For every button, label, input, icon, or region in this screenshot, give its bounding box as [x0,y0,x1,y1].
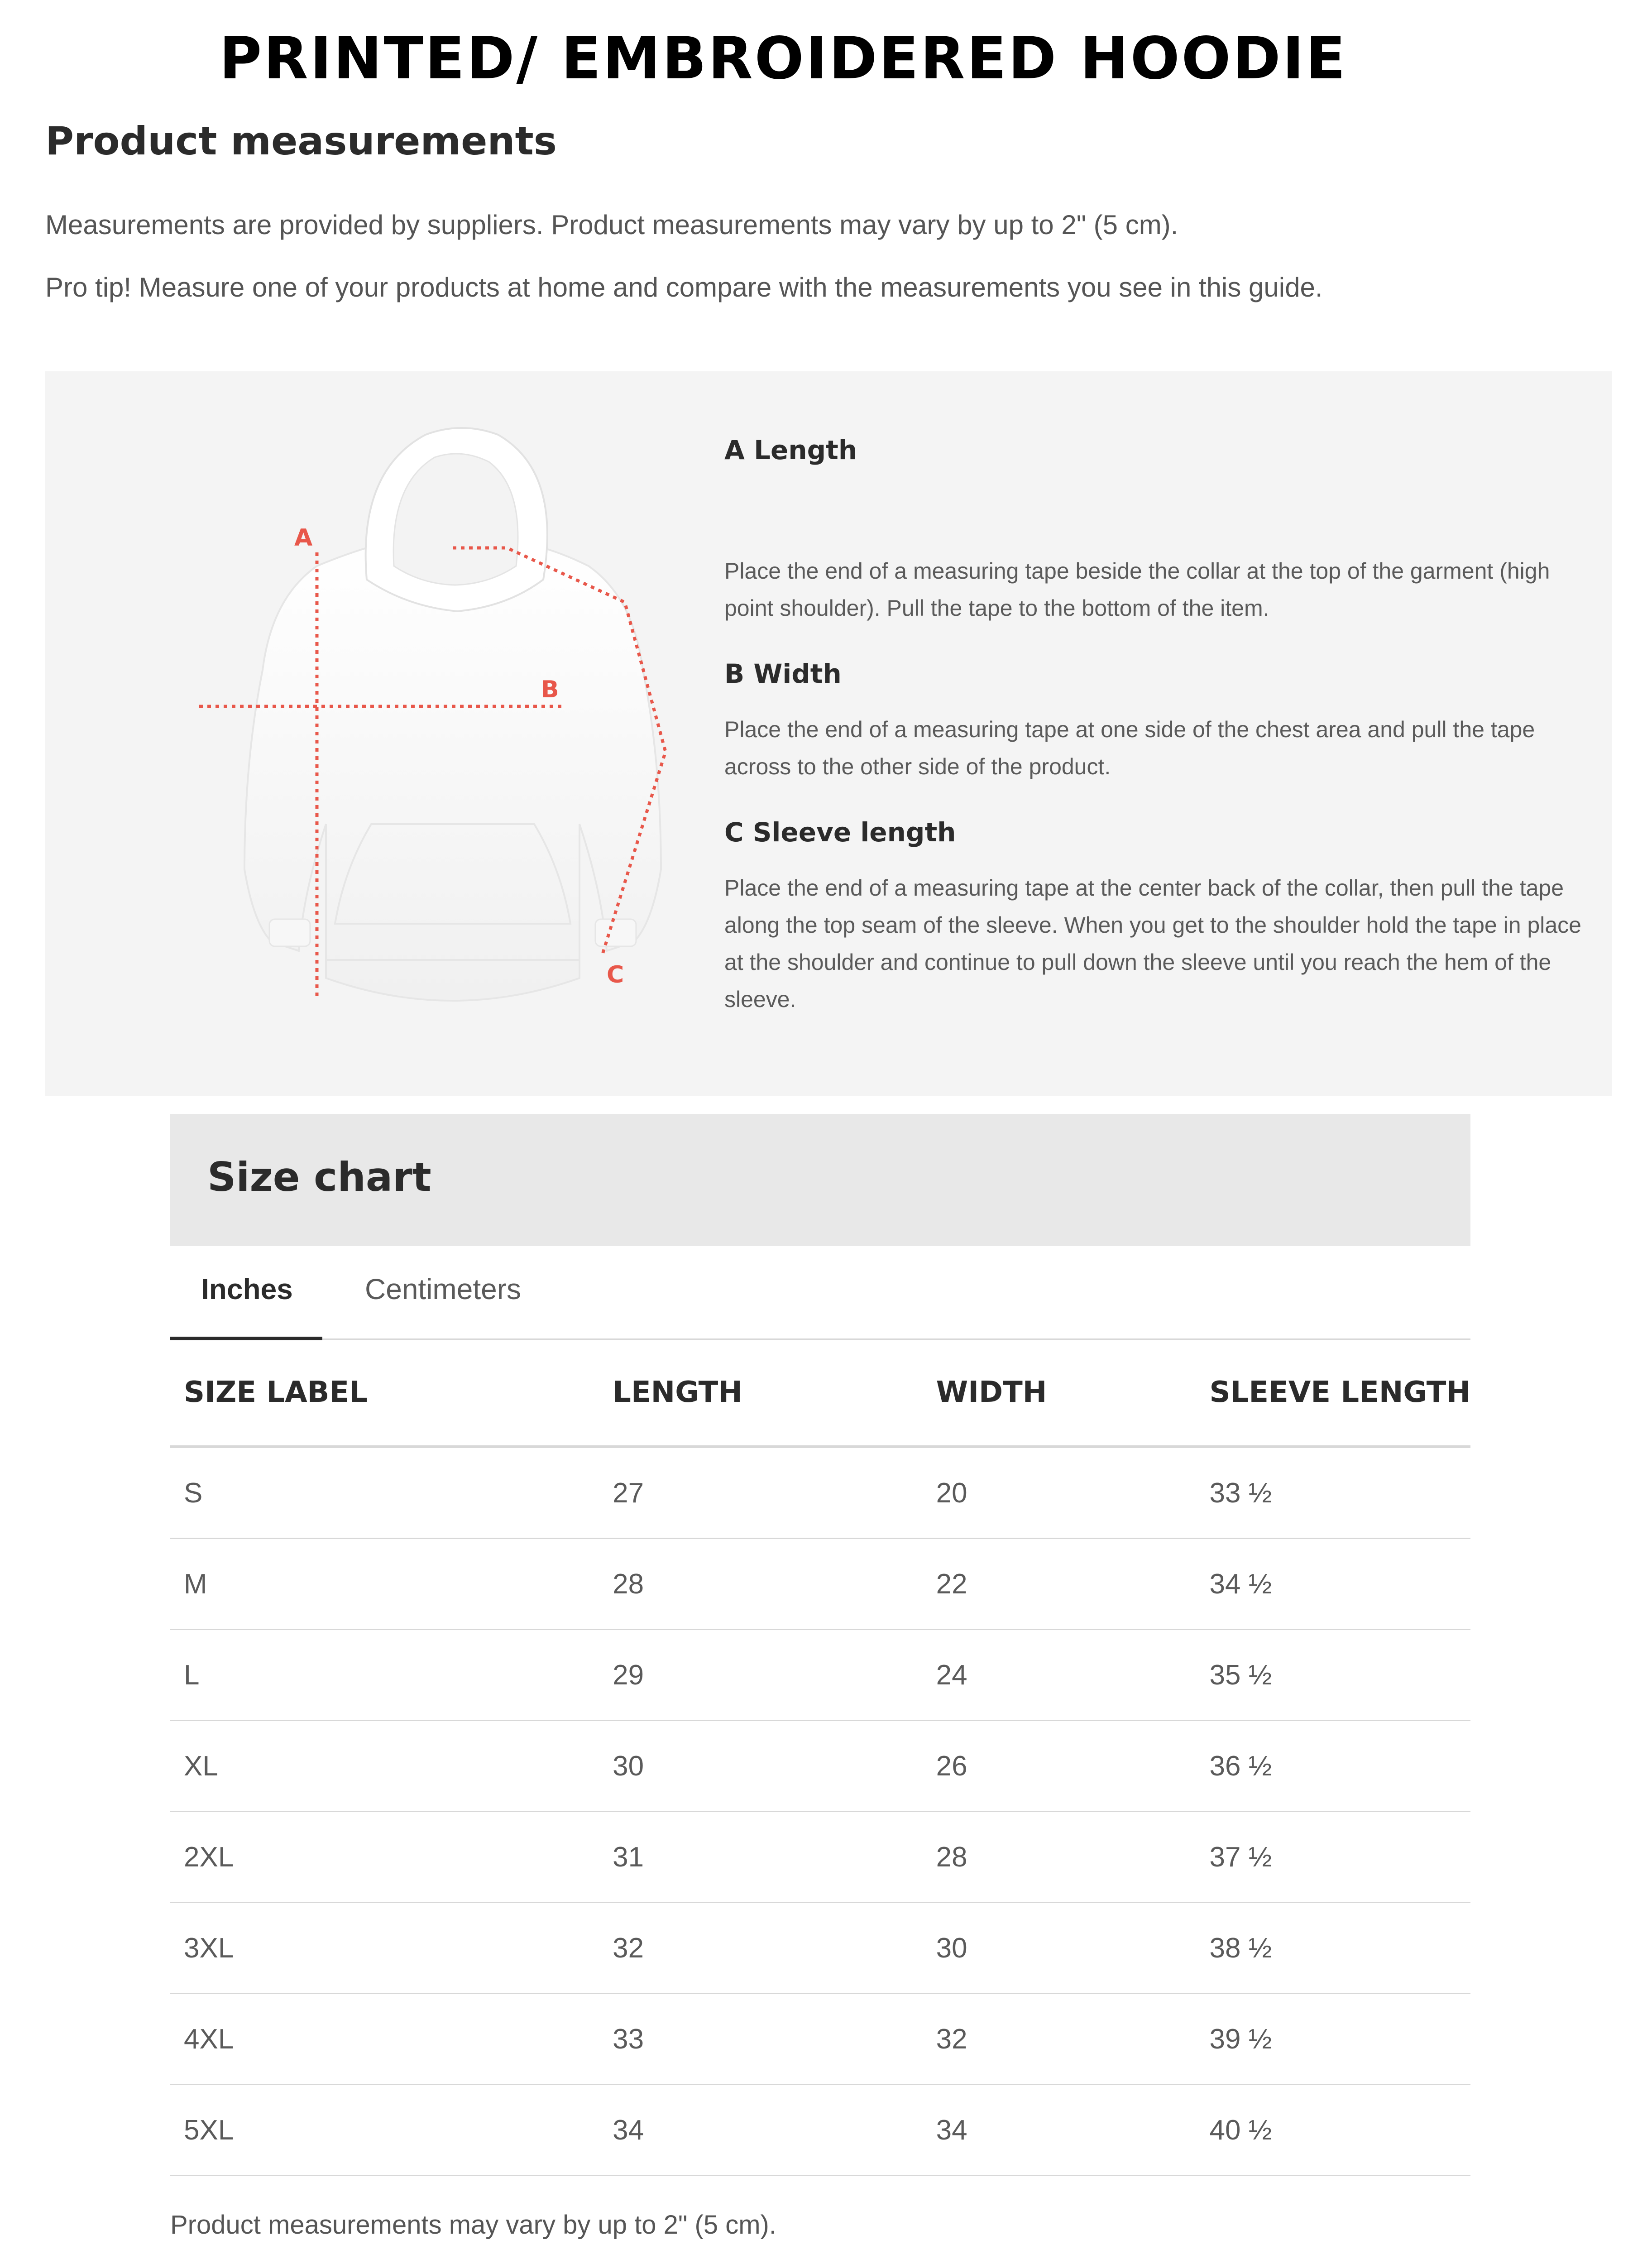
tab-centimeters[interactable]: Centimeters [365,1273,521,1305]
size-label-cell: 5XL [170,2085,599,2176]
hoodie-illustration [181,417,724,1014]
length-cell: 30 [599,1721,922,1812]
section-title: Product measurements [45,119,557,164]
sleeve-length-cell: 37 ½ [1196,1812,1470,1903]
page-title: PRINTED/ EMBROIDERED HOODIE [219,25,1347,92]
size-table [170,1339,1470,2176]
width-cell: 30 [923,1903,1196,1994]
size-label-cell: S [170,1447,599,1539]
column-header: LENGTH [599,1339,922,1447]
width-cell: 34 [923,2085,1196,2176]
sleeve-description: Place the end of a measuring tape at the center back of the collar, then pull the tape along the top seam of the sleeve. When you get to the shoulder hold the tape in place at the shoulder and continue to pull down the sleeve until you reach the hem of the sleeve. [724,875,1581,1012]
table-row [170,1721,1470,1812]
table-row [170,1539,1470,1630]
size-label-cell: 3XL [170,1903,599,1994]
table-row [170,1447,1470,1539]
size-label-cell: L [170,1630,599,1721]
table-row [170,1903,1470,1994]
hoodie-diagram [181,417,724,1014]
width-cell: 22 [923,1539,1196,1630]
column-header: WIDTH [923,1339,1196,1447]
length-heading: A Length [724,435,857,465]
column-header: SIZE LABEL [170,1339,599,1447]
marker-c: C [607,961,624,988]
size-label-cell: 2XL [170,1812,599,1903]
width-cell: 26 [923,1721,1196,1812]
measurement-guide-panel [45,371,1612,1096]
size-label-cell: M [170,1539,599,1630]
unit-tabs [170,1246,1470,1340]
intro-text: Measurements are provided by suppliers. Product measurements may vary by up to 2" (5 cm). [45,210,1178,240]
length-cell: 33 [599,1994,922,2085]
size-label-cell: XL [170,1721,599,1812]
sleeve-length-cell: 39 ½ [1196,1994,1470,2085]
width-heading: B Width [724,658,842,689]
length-cell: 28 [599,1539,922,1630]
sleeve-length-cell: 34 ½ [1196,1539,1470,1630]
left-cuff-shape [269,919,310,946]
sleeve-length-cell: 38 ½ [1196,1903,1470,1994]
table-row [170,1812,1470,1903]
width-description: Place the end of a measuring tape at one side of the chest area and pull the tape across to the other side of the product. [724,717,1535,779]
right-cuff-shape [595,919,636,946]
marker-b: B [541,676,559,703]
width-cell: 32 [923,1994,1196,2085]
length-cell: 29 [599,1630,922,1721]
size-chart-header [170,1114,1470,1246]
sleeve-length-cell: 36 ½ [1196,1721,1470,1812]
width-cell: 20 [923,1447,1196,1539]
table-row [170,1994,1470,2085]
length-cell: 34 [599,2085,922,2176]
footnote: Product measurements may vary by up to 2" (5 cm). [170,2210,776,2240]
length-cell: 31 [599,1812,922,1903]
size-label-cell: 4XL [170,1994,599,2085]
table-row [170,1630,1470,1721]
length-cell: 27 [599,1447,922,1539]
width-cell: 24 [923,1630,1196,1721]
length-description: Place the end of a measuring tape beside the collar at the top of the garment (high point shoulder). Pull the tape to the bottom of the item. [724,558,1550,621]
tab-inches[interactable]: Inches [201,1273,293,1305]
sleeve-heading: C Sleeve length [724,817,956,848]
sleeve-length-cell: 33 ½ [1196,1447,1470,1539]
table-row [170,2085,1470,2176]
pro-tip-text: Pro tip! Measure one of your products at home and compare with the measurements you see in this guide. [45,272,1323,302]
sleeve-length-cell: 35 ½ [1196,1630,1470,1721]
marker-a: A [294,524,313,552]
size-chart-title: Size chart [207,1154,431,1200]
sleeve-length-cell: 40 ½ [1196,2085,1470,2176]
column-header: SLEEVE LENGTH [1196,1339,1470,1447]
length-cell: 32 [599,1903,922,1994]
table-header-row [170,1339,1470,1447]
width-cell: 28 [923,1812,1196,1903]
